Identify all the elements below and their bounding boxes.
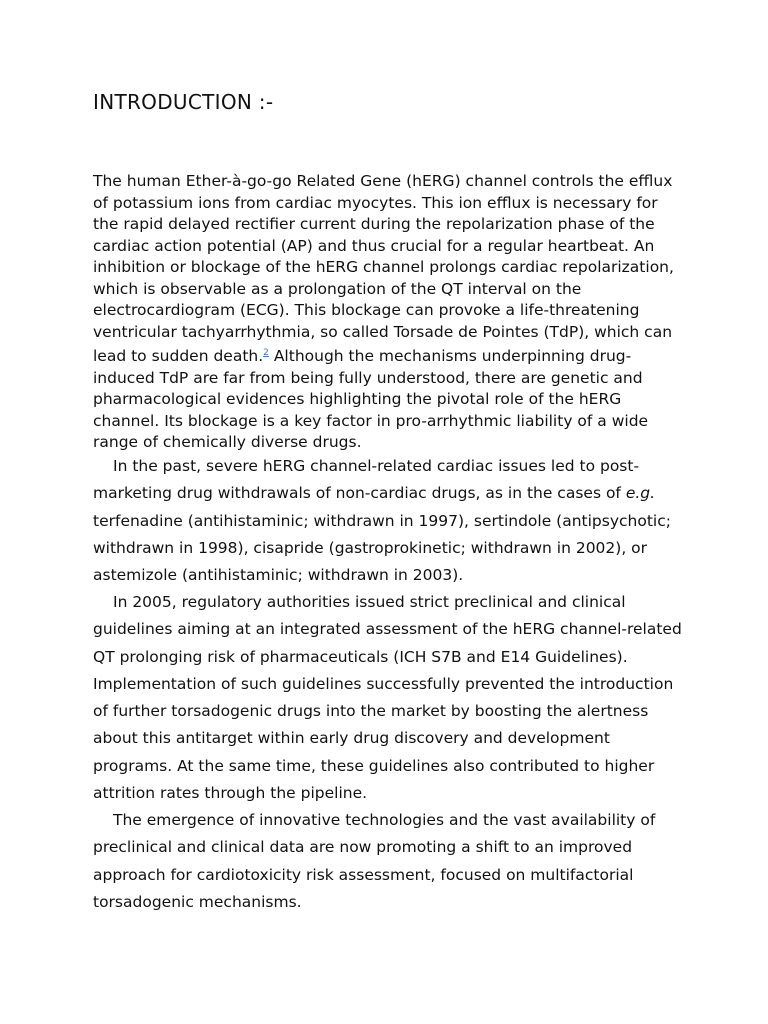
paragraph-text: terfenadine (antihistaminic; withdrawn in 1997), sertindole (antipsychotic; withdrawn in 1998), cisapride (gastroprokinetic; withdrawn in 2002), or astemizole (antihistaminic; withdrawn in 2003). — [93, 511, 671, 585]
paragraph-regulatory-guidelines: In 2005, regulatory authorities issued strict preclinical and clinical guidelines aiming at an integrated assessment of the hERG channel-related QT prolonging risk of pharmaceuticals (ICH S7B and E14 Guidelines). Implementation of such guidelines successfully prevented the introduction of further torsadogenic drugs into the market by boosting the alertness about this antitarget within early drug discovery and development programs. At the same time, these guidelines also contributed to higher attrition rates through the pipeline. — [93, 593, 682, 803]
paragraph-herg-background — [93, 171, 683, 454]
reference-link[interactable]: 2 — [263, 348, 269, 358]
paragraph-text: In the past, severe hERG channel-related cardiac issues led to post-marketing drug withdrawals of non-cardiac drugs, as in the cases of — [93, 457, 640, 503]
paragraph-text: Although the mechanisms underpinning drug-induced TdP are far from being fully understood, there are genetic and pharmacological evidences highlighting the pivotal role of the hERG channel. Its blockage is a key factor in pro-arrhythmic liability of a wide range of chemically diverse drugs. — [93, 347, 649, 451]
paragraph-innovative-technologies: The emergence of innovative technologies and the vast availability of preclinical and clinical data are now promoting a shift to an improved approach for cardiotoxicity risk assessment, focused on multifactorial torsadogenic mechanisms. — [93, 811, 656, 911]
paragraph-text: The human Ether-à-go-go Related Gene (hERG) channel controls the efflux of potassium ions from cardiac myocytes. This ion efflux is necessary for the rapid delayed rectifier current during the repolarization phase of the cardiac action potential (AP) and thus crucial for a regular heartbeat. An inhibition or blockage of the hERG channel prolongs cardiac repolarization, which is observable as a prolongation of the QT interval on the electrocardiogram (ECG). This blockage can provoke a life-threatening ventricular tachyarrhythmia, so called Torsade de Pointes (TdP), which can lead to sudden death. — [93, 172, 674, 365]
section-heading: INTRODUCTION :- — [93, 90, 274, 114]
italic-abbreviation: e.g. — [625, 484, 656, 503]
paragraph-drug-withdrawals — [93, 453, 683, 589]
